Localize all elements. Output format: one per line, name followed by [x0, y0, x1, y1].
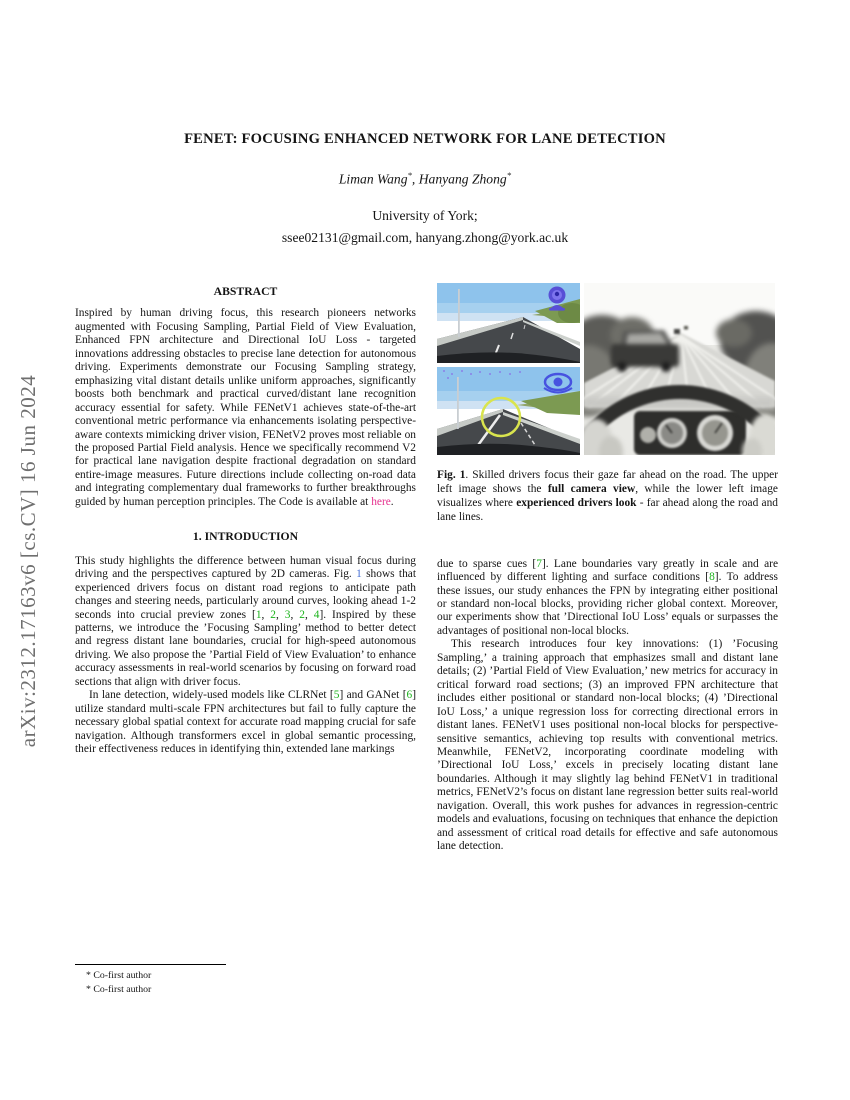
text-run: shows that experienced drivers focus on distant road regions to anticipate path changes and steering needs, particularly around curves, looking ahead 1-2 seconds into crucial preview zones [ [75, 568, 416, 621]
text-run: , [290, 608, 300, 621]
text-run: Liman Wang [338, 171, 408, 187]
footnote-rule [75, 964, 226, 965]
text-run: , [261, 608, 271, 621]
footnote-co-first-author-2: * Co-first author [86, 983, 152, 995]
abstract-paragraph [75, 307, 416, 509]
text-run: Inspired by human driving focus, this research pioneers networks augmented with Focusing Sampling, Partial Field of View Evaluation, Enhanced FPN architecture and Directional IoU Loss - targeted innovations addressing obstacles to precise lane detection for autonomous driving. Experiments demonstrate our Focusing Sampling strategy, emphasizing vital distant details unlike uniform approaches, significantly boosts both benchmark and practical curved/distant lane recognition accuracy essential for safety. While FENetV1 achieves state-of-the-art conventional metric performance via enhancements isolating perspective-aware contexts mimicking driver vision, FENetV2 proves most reliable on the proposed Partial Field analysis. Hence we specifically recommend V2 for practical lane navigation despite fractional degradation on standard entire-image measures. Future directions include collecting on-road data and integrating complementary dual frameworks to further breakthroughs guided by human perception principles. The Code is available at [75, 307, 416, 508]
figure-1-left-stack [437, 283, 580, 455]
dashboard-cluster [634, 411, 746, 455]
citation-ref[interactable]: 3 [284, 608, 291, 621]
text-run: , [276, 608, 285, 621]
distant-car [674, 329, 680, 334]
citation-ref[interactable]: 6 [406, 689, 413, 702]
text-run: , [304, 608, 314, 621]
introduction-heading: 1. INTRODUCTION [192, 530, 299, 544]
citation-ref[interactable]: 2 [299, 608, 305, 621]
abstract-heading: ABSTRACT [213, 285, 278, 298]
text-run: full camera view [547, 482, 636, 495]
paper-title: FENET: FOCUSING ENHANCED NETWORK FOR LANE DETECTION [184, 131, 666, 147]
text-run: ]. Lane boundaries vary greatly in scale and are influenced by different lighting and surface conditions [ [437, 557, 778, 584]
paper-authors [0, 170, 850, 188]
text-run: , while the lower left image visualizes where [437, 482, 778, 509]
text-run: due to sparse cues [ [437, 557, 537, 570]
text-run: This research introduces four key innovations: (1) ’Focusing Sampling,’ a training approach that emphasizes small and distant lane details; (2) ’Partial Field of View Evaluation,’ new metrics for accuracy in critical forward road sections; (3) an improved FPN architecture that includes either positional or standard non-local blocks; (4) ’Directional IoU Loss,’ a unique regression loss for correcting directional errors in distant lanes. FENetV1 uses positional non-local blocks for perspective-sensitive semantics, achieving top results with conventional metrics. Meanwhile, FENetV2, incorporating coordinate modeling with ’Directional IoU Loss,’ excels in precisely locating distant lane boundaries. Although it may slightly lag behind FENetV1 in traditional metrics, FENetV2’s focus on distant lane regression better suits real-world navigation. Overall, this work pushes for advances in regression-centric models and evaluations, focusing on techniques that enhance the depiction and assessment of critical road details for effective and safe autonomous lane detection. [437, 638, 778, 853]
text-run: * [407, 170, 412, 180]
citation-ref[interactable]: 4 [313, 608, 320, 621]
citation-ref[interactable]: 1 [255, 608, 262, 621]
text-run: Fig. 1 [437, 469, 466, 481]
intro-paragraph-1 [75, 555, 416, 690]
citation-ref[interactable]: 8 [709, 571, 715, 584]
left-column [75, 285, 416, 757]
footnote-block [75, 964, 416, 996]
camera-view-photo [437, 283, 580, 363]
text-run: ] utilize standard multi-scale FPN architectures but fail to fully capture the necessary global spatial context for accurate road mapping crucial for safe navigation. Although transformers excel in global semantic processing, their effectiveness reduces in identifying thin, extended lane markings [75, 689, 416, 756]
figure-1 [437, 283, 778, 455]
text-run: - far ahead along the road and lane lines. [437, 496, 778, 523]
text-run: . Skilled drivers focus their gaze far ahead on the road. The upper left image shows the [437, 469, 778, 495]
code-link[interactable]: here [371, 495, 391, 508]
distant-car [684, 326, 688, 330]
text-run: . [390, 495, 394, 508]
gauge-small [640, 427, 656, 443]
text-run: ] and GANet [ [339, 689, 407, 702]
figure-1-ref[interactable]: 1 [356, 568, 362, 581]
text-run: * [506, 170, 512, 180]
driver-view-photo [584, 283, 775, 455]
intro-paragraph-2 [75, 689, 416, 756]
paper-affiliation: University of York; [372, 208, 478, 223]
right-paragraph-2 [437, 638, 778, 853]
footnote-co-first-author-1: * Co-first author [86, 970, 152, 981]
right-column [437, 283, 778, 854]
text-run: In lane detection, widely-used models like CLRNet [ [89, 689, 334, 702]
text-run: ]. Inspired by these patterns, we introduce the ’Focusing Sampling’ method to better detect and regress distant lane boundaries, crucial for high-speed autonomous driving. We also propose the ’Partial Field of View Evaluation’ to enhance accuracy assessments in real-world scenarios by focusing on forward road sections that align with driver focus. [75, 608, 416, 688]
gaze-view-photo [437, 367, 580, 455]
paper-emails: ssee02131@gmail.com, hanyang.zhong@york.ac.uk [281, 230, 569, 245]
right-paragraph-1 [437, 558, 778, 639]
text-run: ]. To address these issues, our study enhances the FPN by integrating either positional or standard non-local blocks, providing richer global context. Moreover, our experiments show that ’Directional IoU Loss’ equals or surpasses the advantages of positional non-local blocks. [437, 571, 778, 637]
text-run: experienced drivers look [516, 496, 637, 509]
citation-ref[interactable]: 5 [333, 689, 340, 702]
text-run: , Hanyang Zhong [411, 171, 507, 187]
roadside-pole [457, 377, 459, 429]
figure-1-caption [437, 469, 778, 525]
arxiv-identifier: arXiv:2312.17163v6 [cs.CV] 16 Jun 2024 [16, 374, 40, 748]
roadside-pole [458, 289, 460, 337]
citation-ref[interactable]: 7 [536, 557, 542, 570]
text-run: This study highlights the difference between human visual focus during driving and the perspectives captured by 2D cameras. Fig. [75, 554, 416, 581]
citation-ref[interactable]: 2 [270, 608, 276, 621]
